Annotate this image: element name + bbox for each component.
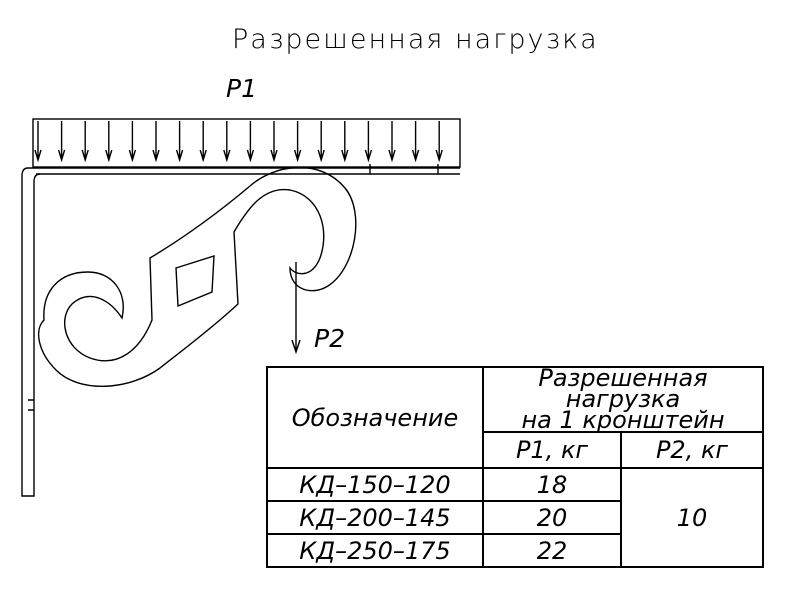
bracket-vertical-plate <box>22 168 40 496</box>
scroll-diamond <box>176 256 214 306</box>
load-arrows <box>35 121 442 160</box>
load-arrow <box>295 121 301 160</box>
load-arrow <box>389 121 395 160</box>
load-arrow <box>271 121 277 160</box>
row-name: КД–250–175 <box>267 534 483 567</box>
col-p2-header: P2, кг <box>621 432 763 468</box>
row-name: КД–200–145 <box>267 501 483 534</box>
bracket-scroll <box>39 167 356 386</box>
load-arrow <box>153 121 159 160</box>
load-arrow <box>436 121 442 160</box>
bracket-top-plate <box>28 168 460 174</box>
load-arrow <box>413 121 419 160</box>
load-arrow <box>177 121 183 160</box>
load-arrow <box>82 121 88 160</box>
diagram-title: Разрешенная нагрузка <box>232 24 599 55</box>
load-arrow <box>35 121 41 160</box>
load-arrow <box>365 121 371 160</box>
p2-common-value: 10 <box>621 468 763 567</box>
load-arrow <box>59 121 65 160</box>
row-p1: 22 <box>483 534 621 567</box>
load-arrow <box>200 121 206 160</box>
load-arrow <box>318 121 324 160</box>
col-p1-header: P1, кг <box>483 432 621 468</box>
load-table <box>266 366 764 568</box>
p2-label: P2 <box>314 324 345 353</box>
load-arrow <box>129 121 135 160</box>
load-frame <box>33 119 460 167</box>
row-p1: 18 <box>483 468 621 501</box>
p1-label: P1 <box>226 74 257 103</box>
row-name: КД–150–120 <box>267 468 483 501</box>
group-header <box>483 364 763 434</box>
group-header-line1: Разрешенная нагрузка <box>538 364 708 413</box>
col-name-header: Обозначение <box>267 367 483 468</box>
load-arrow <box>247 121 253 160</box>
group-header-line2: на 1 кронштейн <box>521 406 725 434</box>
load-arrow <box>224 121 230 160</box>
load-arrow <box>106 121 112 160</box>
load-arrow <box>342 121 348 160</box>
row-p1: 20 <box>483 501 621 534</box>
p2-arrow <box>292 262 300 352</box>
